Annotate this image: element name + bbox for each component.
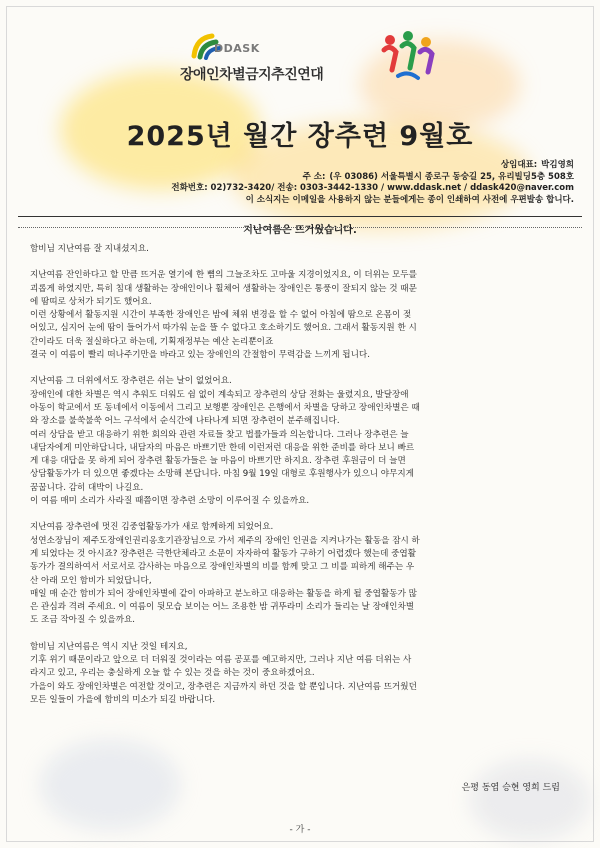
- body-line: 지난여름 잔인하다고 할 만큼 뜨거운 열기에 한 뼘의 그늘조차도 고마울 지경이었지요, 이 더위는 모두를: [30, 270, 417, 281]
- body-line: 꿈꿉니다. 감히 대박이 나길요.: [30, 482, 144, 493]
- body-line: 간이라도 더욱 절실하다고 하는데, 기획재정부는 예산 논리뿐이죠: [30, 336, 274, 347]
- body-line: 라지고 있고, 우리는 충실하게 오늘 할 수 있는 것을 하는 것이 중요하겠어요.: [30, 668, 315, 679]
- people-art-icon: [378, 26, 438, 86]
- letter-body: [30, 243, 576, 707]
- page-number: - 가 -: [289, 825, 311, 835]
- body-line: 아동이 학교에서 또 동네에서 이동에서 그리고 보행뿐 장애인은 은행에서 차별을 당하고 장애인차별은 때: [30, 402, 420, 413]
- paragraph-gap: [30, 256, 576, 269]
- rep-label: 상임대표:: [500, 160, 538, 170]
- body-line: 기후 위기 때문이라고 앞으로 더 더워질 것이라는 여름 공포를 예고하지만, 그러나 지난 여름 더위는 사: [30, 655, 412, 666]
- body-line: 은 관심과 격려 주세요. 이 여름이 뒷모습 보이는 어느 조용한 밤 귀뚜라미 소리가 들리는 날 장애인차별: [30, 602, 415, 613]
- paragraph-gap: [30, 508, 576, 521]
- address-value: (우 03086) 서울특별시 종로구 동숭길 25, 유리빌딩5층 508호: [329, 171, 574, 182]
- body-line: 와 장소를 불쑥불쑥 어느 구석에서 순식간에 나타나게 되면 장추련이 분주해집니다.: [30, 416, 340, 427]
- body-line: 장애인에 대한 차별은 역시 추워도 더워도 쉼 없이 계속되고 장추련의 상담 전화는 울렸지요, 발달장애: [30, 389, 409, 400]
- body-line: 이런 상황에서 활동지원 시간이 부족한 장애인은 밤에 체위 변경을 할 수 없어 아침에 땀으로 온몸이 젖: [30, 310, 412, 321]
- rep-value: 박김영희: [541, 160, 574, 170]
- body-line: 지난여름 그 더위에서도 장추련은 쉬는 날이 없었어요.: [30, 376, 232, 387]
- logo-text-ko: 장애인차별금지추진연대: [180, 67, 324, 83]
- body-line: 내담자에게 미안하답니다, 내담자의 마음은 바쁘기만 한데 이런저런 대응을 위한 준비를 하다 보니 빠르: [30, 442, 415, 453]
- body-line: 게 대응 대답을 못 하게 되어 장추련 활동가들은 늘 마음이 바쁘기만 하지요. 장추련 후원금이 더 늘면: [30, 456, 406, 467]
- divider: [18, 216, 582, 217]
- mailing-note: 이 소식지는 이메일을 사용하지 않는 분들에게는 종이 인쇄하여 사전에 우편발송 합니다.: [245, 194, 574, 205]
- divider: [18, 227, 582, 228]
- logo-text-en: DDASK: [214, 42, 260, 55]
- phone-line: 전화번호: 02)732-3420/ 전송: 0303-3442-1330 / www.ddask.net / ddask420@naver.com: [171, 183, 574, 194]
- signature: 은평 동엽 승현 영희 드림: [461, 783, 560, 793]
- body-line: 도 조금 작아질 수 있을까요.: [30, 615, 135, 626]
- watercolor-wash: [40, 740, 180, 830]
- address-label: 주 소:: [302, 171, 326, 182]
- body-line: 어있고, 심지어 눈에 땀이 들어가서 따가워 눈을 뜰 수 없다고 호소하기도 했어요. 그래서 활동지원 한 시: [30, 323, 417, 334]
- body-line: 함비님 지난여름은 역시 지난 것일 테지요,: [30, 641, 188, 652]
- body-line: 상담활동가가 더 있으면 좋겠다는 소망해 본답니다. 마침 9월 19일 대형로 후원행사가 있으니 야무지게: [30, 469, 414, 480]
- body-line: 함비님 지난여름 잘 지내셨지요.: [30, 244, 149, 254]
- representative-line: [171, 160, 574, 172]
- body-line: 모든 일들이 가을에 함비의 미소가 되길 바랍니다.: [30, 694, 216, 705]
- address-line: [171, 172, 574, 184]
- body-line: 가을이 와도 장애인차별은 여전할 것이고, 장추련은 지금까지 하던 것을 할 뿐입니다. 지난여름 뜨거웠던: [30, 681, 417, 692]
- contact-info: [171, 160, 574, 206]
- body-line: 동가가 결의하여서 서로서로 감사하는 마음으로 장애인차별의 비를 함께 맞고 그 비를 피하게 해주는 우: [30, 562, 415, 573]
- body-line: 지난여름 장추련에 멋진 김중엽활동가가 새로 함께하게 되었어요.: [30, 522, 274, 533]
- body-line: 매일 매 순간 함비가 되어 장애인차별에 같이 아파하고 분노하고 대응하는 활동을 하게 될 중엽활동가 많: [30, 588, 417, 599]
- subtitle: 지난여름은 뜨거웠습니다.: [243, 225, 357, 236]
- paragraph-gap: [30, 628, 576, 641]
- body-line: 게 되었다는 것 아시죠? 장추련은 극한단체라고 소문이 자자하여 활동가 구하기 어렵겠다 했는데 중엽활: [30, 548, 417, 559]
- body-line: 결국 이 여름이 빨리 떠나주기만을 바라고 있는 장애인의 간절함이 무력감을 느끼게 됩니다.: [30, 350, 370, 361]
- page-title: 2025년 월간 장추련 9월호: [126, 121, 474, 152]
- paragraph-gap: [30, 362, 576, 375]
- body-line: 에 땀띠로 상처가 되기도 했어요.: [30, 296, 152, 307]
- body-line: 산 아래 모인 함비가 되었답니다,: [30, 575, 152, 586]
- body-line: 괴롭게 하였지만, 특히 침대 생활하는 장애인이나 휠체어 생활하는 장애인은 통풍이 잘되지 않는 것 때문: [30, 283, 417, 294]
- body-line: 이 여름 매미 소리가 사라질 때쯤이면 장추련 소망이 이루어질 수 있을까요.: [30, 496, 310, 507]
- body-line: 성연소장님이 제주도장애인권리옹호기관장님으로 가서 제주의 장애인 인권을 지켜나가는 활동을 잠시 하: [30, 535, 420, 546]
- body-line: 여러 상담을 받고 대응하기 위한 회의와 관련 자료들 찾고 법률가들과 의논합니다. 그러나 장추련은 늘: [30, 429, 409, 440]
